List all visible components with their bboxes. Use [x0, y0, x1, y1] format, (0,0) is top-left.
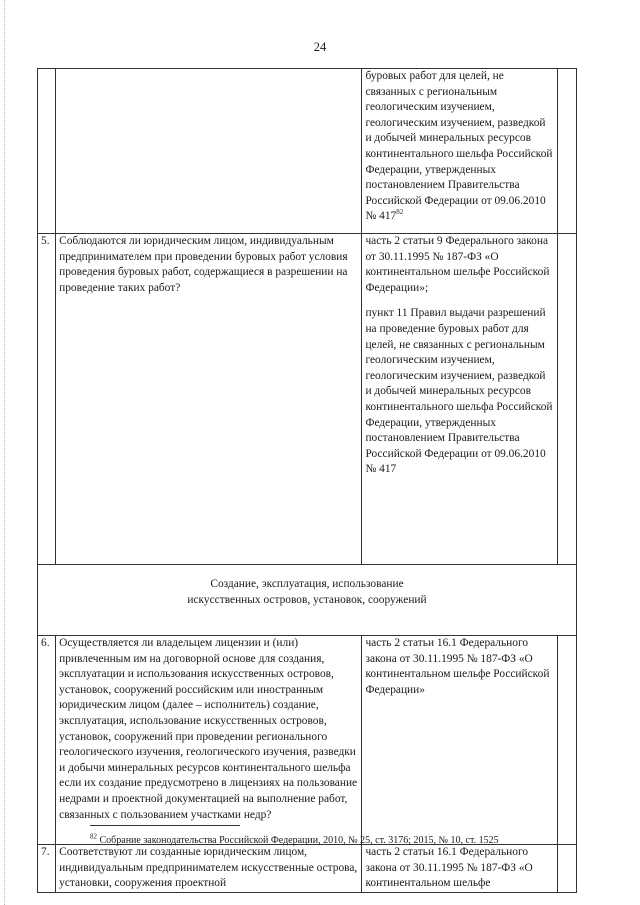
row-number: 6.: [38, 636, 56, 845]
answer-cell: [557, 636, 576, 845]
row-number: [38, 69, 56, 234]
legal-reference: часть 2 статьи 9 Федерального закона от 30.11.1995 № 187-ФЗ «О континентальном шельфе Российской Федерации»;: [365, 235, 550, 294]
legal-reference: буровых работ для целей, не связанных с региональным геологическим изучением, геологическим изучением, разведкой и добычей минеральных ресурсов континентального шельфа Российской Федерации, утвержденных постановлением Правительства Российской Федерации от 09.06.2010 № 417: [365, 70, 553, 223]
footnote: [90, 834, 499, 847]
scan-edge: [4, 0, 7, 905]
legal-reference: часть 2 статьи 16.1 Федерального закона от 30.11.1995 № 187-ФЗ «О континентальном шельфе: [365, 846, 533, 890]
section-title-line: Создание, эксплуатация, использование: [210, 578, 404, 590]
table-row: [38, 845, 577, 893]
legal-reference: часть 2 статьи 16.1 Федерального закона от 30.11.1995 № 187-ФЗ «О континентальном шельфе Российской Федерации»: [365, 637, 550, 696]
section-heading: [38, 565, 577, 636]
question-cell: Осуществляется ли владельцем лицензии и (или) привлеченным им на договорной основе для создания, эксплуатации и использования искусственных островов, установок, сооружений российским или иностранным юридическим лицом (далее – исполнитель) создание, эксплуатация, использование искусственных островов, установок, сооружений при проведении регионального геологического изучения, геологического изучения, разведки и добычи минеральных ресурсов континентального шельфа если их создание предусмотрено в лицензиях на пользование недрами и проектной документацией на выполнение работ, связанных с пользованием участками недр?: [56, 636, 362, 845]
footnote-text: Собрание законодательства Российской Федерации, 2010, № 25, ст. 3176; 2015, № 10, ст. 1525: [99, 835, 499, 846]
answer-cell: [557, 69, 576, 234]
row-number: 7.: [38, 845, 56, 893]
legal-reference-cell: [362, 636, 557, 845]
legal-reference-cell: [362, 69, 557, 234]
question-cell: [56, 69, 362, 234]
answer-cell: [557, 845, 576, 893]
question-cell: Соблюдаются ли юридическим лицом, индивидуальным предпринимателем при проведении буровых работ условия проведения буровых работ, содержащиеся в разрешении на проведение таких работ?: [56, 234, 362, 565]
legal-reference-cell: [362, 845, 557, 893]
table-row: [38, 69, 577, 234]
legal-reference: пункт 11 Правил выдачи разрешений на проведение буровых работ для целей, не связанных с региональным геологическим изучением, геологическим изучением, разведкой и добычей минеральных ресурсов континентального шельфа Российской Федерации, утвержденных постановлением Правительства Российской Федерации от 09.06.2010 № 417: [365, 307, 553, 476]
answer-cell: [557, 234, 576, 565]
table-row: [38, 636, 577, 845]
footnote-mark: 82: [90, 832, 97, 841]
section-title-line: искусственных островов, установок, сооружений: [187, 593, 427, 606]
footnote-mark: 82: [396, 208, 404, 217]
section-row: [38, 565, 577, 636]
row-number: 5.: [38, 234, 56, 565]
requirements-table: [37, 68, 577, 893]
page-number: 24: [313, 40, 327, 54]
question-cell: Соответствуют ли созданные юридическим лицом, индивидуальным предпринимателем искусственные острова, установки, сооружения проектной: [56, 845, 362, 893]
legal-reference-cell: [362, 234, 557, 565]
table-row: [38, 234, 577, 565]
footnote-separator: [90, 825, 240, 826]
